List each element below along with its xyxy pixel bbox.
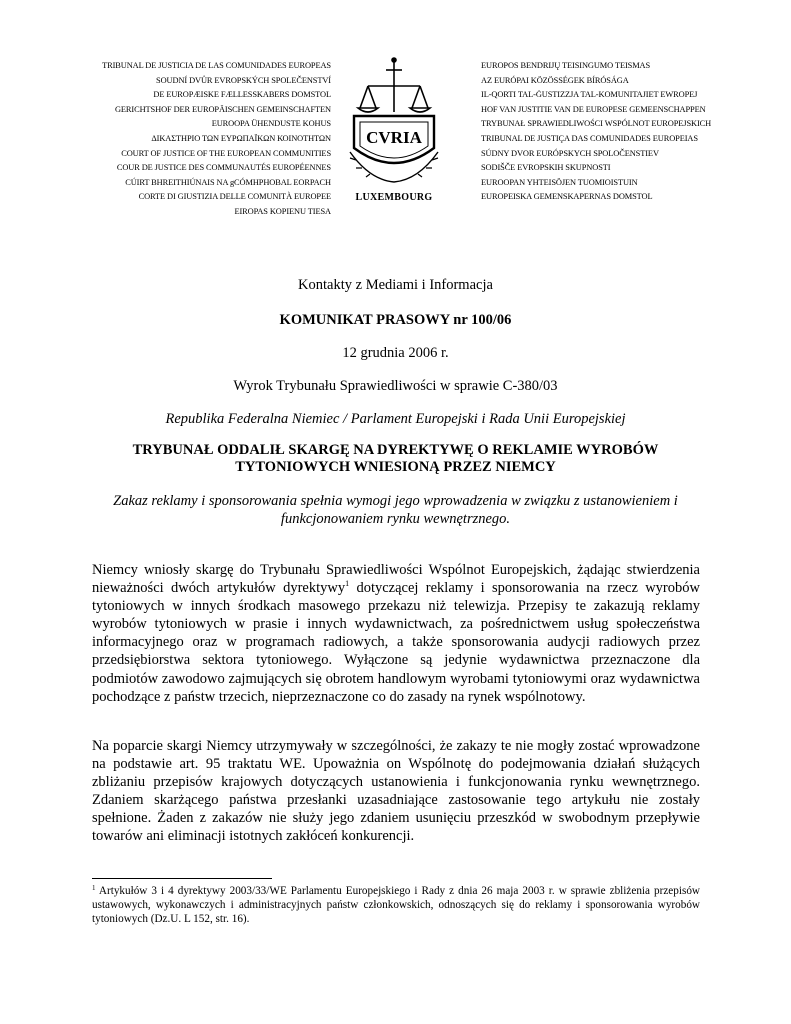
- court-name: COUR DE JUSTICE DES COMMUNAUTÉS EUROPÉENNES: [116, 163, 331, 173]
- court-name: SOUDNÍ DVŮR EVROPSKÝCH SPOLEČENSTVÍ: [156, 75, 331, 85]
- footnote: [92, 884, 700, 926]
- court-name: ΔΙΚΑΣΤΗΡΙΟ ΤΩΝ ΕΥΡΩΠΑΪΚΩΝ ΚΟΙΝΟΤΗΤΩΝ: [151, 133, 331, 143]
- headline-line: TYTONIOWYCH WNIESIONĄ PRZEZ NIEMCY: [235, 459, 556, 475]
- court-name: SODIŠČE EVROPSKIH SKUPNOSTI: [481, 163, 611, 173]
- body-paragraph-1: [92, 561, 700, 706]
- court-name: DE EUROPÆISKE FÆLLESSKABERS DOMSTOL: [153, 90, 331, 100]
- court-names-left: [102, 59, 331, 220]
- court-name: TRIBUNAL DE JUSTICIA DE LAS COMUNIDADES EUROPEAS: [102, 61, 331, 70]
- headline: [60, 442, 731, 476]
- release-date: 12 grudnia 2006 r.: [342, 345, 449, 361]
- judgment-reference: Wyrok Trybunału Sprawiedliwości w sprawie C-380/03: [233, 378, 558, 394]
- footnote-marker: 1: [92, 884, 96, 892]
- summary-line: Zakaz reklamy i sponsorowania spełnia wymogi jego wprowadzenia w związku z ustanowieniem i: [113, 493, 678, 509]
- court-name: EUROPEISKA GEMENSKAPERNAS DOMSTOL: [481, 192, 653, 202]
- curia-emblem-icon: [340, 56, 448, 188]
- footnote-divider: [92, 878, 272, 879]
- paragraph-text: dotyczącej reklamy i sponsorowania na rzecz wyrobów tytoniowych w innych środkach masowego przekazu niż telewizja. Przepisy te zakazują reklamy wyrobów tytoniowych w prasie i innych wydawnictwach, za pośrednictwem usług społeczeństwa informacyjnego oraz w programach radiowych, a także sponsorowania audycji radiowych przez przedsiębiorstwa sektora tytoniowego. Wyłączone są jedynie wydawnictwa przeznaczone dla podmiotów zawodowo zajmujących się obrotem handlowym wyrobami tytoniowymi oraz wydawnictwa pochodzące z państw trzecich, nieprzeznaczone co do zasady na rynek wspólnotowy.: [92, 580, 700, 705]
- court-name: TRYBUNAŁ SPRAWIEDLIWOŚCI WSPÓLNOT EUROPEJSKICH: [481, 119, 712, 129]
- letterhead: [0, 0, 791, 240]
- court-name: CÚIRT BHREITHIÚNAIS NA gCÓMHPHOBAL EORPACH: [125, 177, 331, 187]
- department-name: Kontakty z Mediami i Informacja: [298, 277, 493, 293]
- city-label: LUXEMBOURG: [355, 192, 433, 203]
- court-name: EIROPAS KOPIENU TIESA: [234, 206, 331, 216]
- court-name: EUROPOS BENDRIJŲ TEISINGUMO TEISMAS: [481, 61, 651, 70]
- court-name: TRIBUNAL DE JUSTIÇA DAS COMUNIDADES EUROPEIAS: [481, 133, 698, 143]
- footnote-text: Artykułów 3 i 4 dyrektywy 2003/33/WE Parlamentu Europejskiego i Rady z dnia 26 maja 2003 r. w sprawie zbliżenia przepisów ustawowych, wykonawczych i administracyjnych państw członkowskich, odnoszących się do reklamy i sponsorowania wyrobów tytoniowych (Dz.U. L 152, str. 16).: [92, 885, 700, 925]
- court-name: GERICHTSHOF DER EUROPÄISCHEN GEMEINSCHAFTEN: [114, 104, 331, 114]
- court-name: CORTE DI GIUSTIZIA DELLE COMUNITÀ EUROPEE: [138, 192, 331, 202]
- footnote-reference[interactable]: 1: [345, 579, 350, 589]
- summary: [60, 492, 731, 528]
- summary-line: funkcjonowaniem rynku wewnętrznego.: [280, 511, 511, 527]
- court-name: EUROOPA ÜHENDUSTE KOHUS: [211, 119, 331, 129]
- court-name: AZ EURÓPAI KÖZÖSSÉGEK BÍRÓSÁGA: [481, 75, 629, 85]
- paragraph-text: Niemcy wniosły skargę do Trybunału Sprawiedliwości Wspólnot Europejskich, żądając stwierdzenia nieważności dwóch artykułów dyrektywy: [92, 562, 700, 597]
- court-name: COURT OF JUSTICE OF THE EUROPEAN COMMUNITIES: [121, 148, 331, 158]
- headline-line: TRYBUNAŁ ODDALIŁ SKARGĘ NA DYREKTYWĘ O REKLAMIE WYROBÓW: [132, 442, 659, 458]
- release-title-block: [60, 276, 731, 528]
- court-name: SÚDNY DVOR EURÓPSKYCH SPOLOČENSTIEV: [481, 148, 659, 158]
- court-name: EUROOPAN YHTEISÖJEN TUOMIOISTUIN: [481, 177, 638, 187]
- court-name: HOF VAN JUSTITIE VAN DE EUROPESE GEMEENSCHAPPEN: [481, 104, 706, 114]
- case-parties: Republika Federalna Niemiec / Parlament Europejski i Rada Unii Europejskiej: [165, 411, 626, 427]
- court-name: IL-QORTI TAL-ĠUSTIZZJA TAL-KOMUNITAJIET EWROPEJ: [481, 90, 698, 100]
- press-release-number: KOMUNIKAT PRASOWY nr 100/06: [279, 312, 512, 328]
- body-paragraph-2: Na poparcie skargi Niemcy utrzymywały w szczególności, że zakazy te nie mogły zostać wprowadzone na podstawie art. 95 traktatu WE. Upoważnia on Wspólnotę do podejmowania działań służących zbliżaniu przepisów krajowych dotyczących ustanowienia i funkcjonowania rynku wewnętrznego. Zdaniem skarżącego państwa przesłanki uzasadniające zastosowanie tego artykułu nie zostały spełnione. Żaden z zakazów nie służy jego zdaniem usunięciu przeszkód w swobodnym przepływie towarów ani eliminacji istotnych zakłóceń konkurencji.: [92, 738, 700, 845]
- court-names-right: [481, 59, 711, 205]
- emblem-text: CVRIA: [366, 128, 422, 147]
